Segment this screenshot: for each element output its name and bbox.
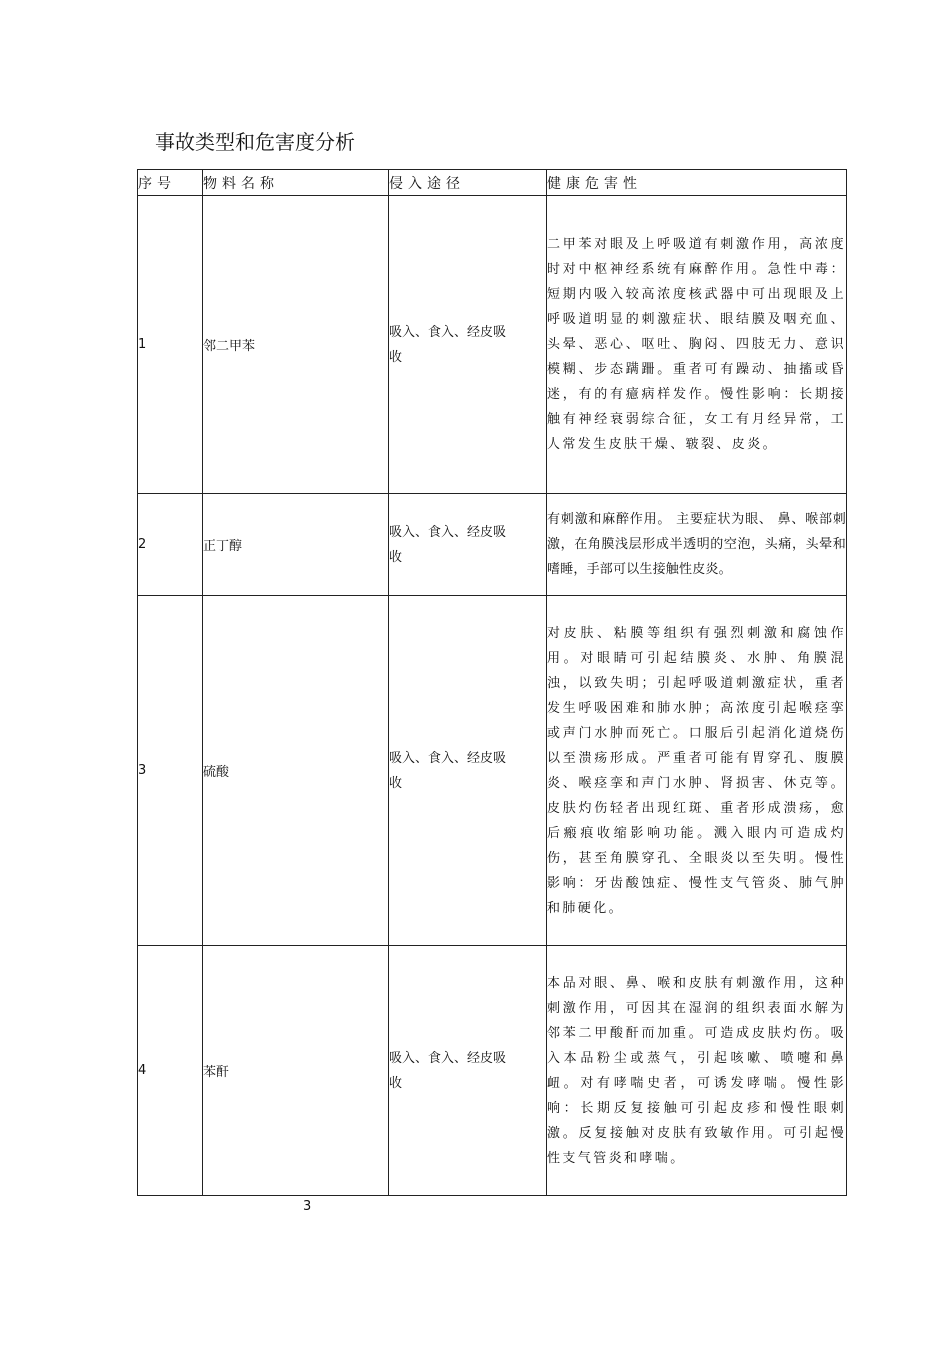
header-material-name: 物料名称 — [203, 170, 389, 196]
table-row — [138, 196, 847, 494]
hazard-table — [137, 169, 847, 1196]
table-row — [138, 596, 847, 946]
header-no: 序号 — [138, 170, 203, 196]
table-row — [138, 946, 847, 1196]
material-name: 正丁醇 — [203, 494, 389, 596]
material-name: 苯酐 — [203, 946, 389, 1196]
health-hazard-text: 有刺激和麻醉作用。 主要症状为眼、 鼻、喉部刺激，在角膜浅层形成半透明的空泡，头痛，头晕和嗜睡，手部可以生接触性皮炎。 — [547, 494, 847, 596]
header-exposure-route: 侵入途径 — [389, 170, 547, 196]
document-title: 事故类型和危害度分析 — [155, 130, 355, 154]
exposure-route: 吸入、食入、经皮吸收 — [389, 324, 507, 365]
row-number: 4 — [138, 946, 203, 1196]
table-header-row — [138, 170, 847, 196]
health-hazard-text: 二甲苯对眼及上呼吸道有刺激作用，高浓度时对中枢神经系统有麻醉作用。急性中毒：短期内吸入较高浓度核武器中可出现眼及上呼吸道明显的刺激症状、眼结膜及咽充血、头晕、恶心、呕吐、胸闷、四肢无力、意识模糊、步态蹒跚。重者可有躁动、抽搐或昏迷，有的有癔病样发作。慢性影响：长期接触有神经衰弱综合征，女工有月经异常，工人常发生皮肤干燥、皲裂、皮炎。 — [547, 196, 847, 494]
material-name: 硫酸 — [203, 596, 389, 946]
row-number: 2 — [138, 494, 203, 596]
row-number: 1 — [138, 196, 203, 494]
table-row — [138, 494, 847, 596]
header-health-hazard: 健康危害性 — [547, 170, 847, 196]
exposure-route: 吸入、食入、经皮吸收 — [389, 524, 507, 565]
health-hazard-text: 本品对眼、鼻、喉和皮肤有刺激作用，这种刺激作用，可因其在湿润的组织表面水解为邻苯二甲酸酐而加重。可造成皮肤灼伤。吸入本品粉尘或蒸气，引起咳嗽、喷嚏和鼻衄。对有哮喘史者，可诱发哮喘。慢性影响：长期反复接触可引起皮疹和慢性眼刺激。反复接触对皮肤有致敏作用。可引起慢性支气管炎和哮喘。 — [547, 946, 847, 1196]
exposure-route: 吸入、食入、经皮吸收 — [389, 750, 507, 791]
exposure-route: 吸入、食入、经皮吸收 — [389, 1050, 507, 1091]
page-number: 3 — [303, 1199, 312, 1214]
health-hazard-text: 对皮肤、粘膜等组织有强烈刺激和腐蚀作用。对眼睛可引起结膜炎、水肿、角膜混浊，以致失明；引起呼吸道刺激症状，重者发生呼吸困难和肺水肿；高浓度引起喉痉挛或声门水肿而死亡。口服后引起消化道烧伤以至溃疡形成。严重者可能有胃穿孔、腹膜炎、喉痉挛和声门水肿、肾损害、休克等。皮肤灼伤轻者出现红斑、重者形成溃疡，愈后瘢痕收缩影响功能。溅入眼内可造成灼伤，甚至角膜穿孔、全眼炎以至失明。慢性影响：牙齿酸蚀症、慢性支气管炎、肺气肿和肺硬化。 — [547, 596, 847, 946]
material-name: 邻二甲苯 — [203, 196, 389, 494]
row-number: 3 — [138, 596, 203, 946]
